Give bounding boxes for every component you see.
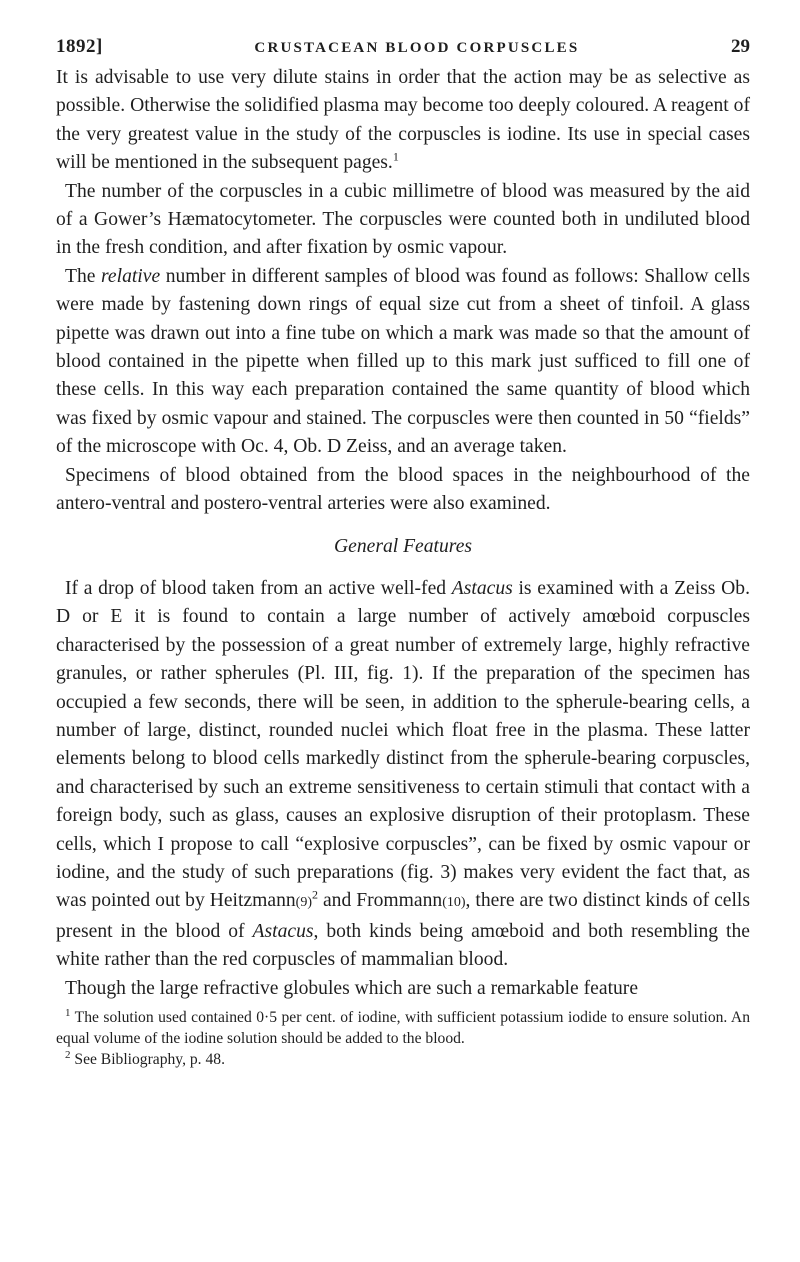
italic-term: relative	[101, 265, 161, 287]
running-head-year: 1892]	[56, 36, 103, 57]
footnote-ref: 1	[392, 149, 399, 164]
paragraph: Specimens of blood obtained from the blood spaces in the neighbourhood of the antero-ventral and postero-ventral arteries were also examined.	[56, 464, 750, 515]
footnote-mark: 2	[65, 1048, 71, 1061]
footnote: $^1$ The solution used contained 0·5 per cent. of iodine, with sufficient potassium iodide to ensure solution. An equal volume of the iodine solution should be added to the blood.	[56, 1006, 750, 1047]
footnotes	[56, 1007, 750, 1070]
section-heading: General Features	[333, 535, 473, 557]
footnote-mark: 1	[65, 1006, 71, 1019]
paragraph: The number of the corpuscles in a cubic millimetre of blood was measured by the aid of a Gower’s Hæmatocytometer. The corpuscles were counted both in undiluted blood in the fresh condition, and after fixation by osmic vapour.	[56, 180, 750, 259]
footnote: $^2$ See Bibliography, p. 48.	[65, 1048, 225, 1068]
page-number: 29	[731, 36, 750, 57]
paragraph: It is advisable to use very dilute stains in order that the action may be as selective as possible. Otherwise the solidified plasma may become too deeply coloured. A reagent of the very greatest value in the study of the corpuscles is iodine. Its use in special cases will be mentioned in the subsequent pages.$^1$	[56, 67, 750, 174]
italic-term: Astacus	[252, 920, 314, 942]
running-head-title: CRUSTACEAN BLOOD CORPUSCLES	[254, 40, 580, 56]
footnote-ref: 2	[312, 887, 318, 902]
reference-number: (10)	[442, 895, 466, 911]
reference-number: (9)	[295, 895, 312, 911]
paragraph: Though the large refractive globules which are such a remarkable feature	[65, 977, 639, 999]
paragraph: If a drop of blood taken from an active well-fed Astacus is examined with a Zeiss Ob. D or E it is found to contain a large number of actively amœboid corpuscles characterised by the possession of a great number of extremely large, highly refractive granules, or rather spherules (Pl. III, fig. 1). If the preparation of the specimen has occupied a few seconds, there will be seen, in addition to the spherule-bearing cells, a number of large, distinct, rounded nuclei which float free in the plasma. These latter elements belong to blood cells markedly distinct from the spherule-bearing corpuscles, and characterised by such an extreme sensitiveness to certain stimuli that contact with a foreign body, such as glass, causes an explosive disruption of their protoplasm. These cells, which I propose to call “explosive corpuscles”, can be fixed by osmic vapour or iodine, and the study of such preparations (fig. 3) makes very evident the fact that, as was pointed out by $Heitzmann(9)^2$ and Frommann(10), there are two distinct kinds of cells present in the blood of Astacus, both kinds being amœboid and both resembling the white rather than the red corpuscles of mammalian blood.	[56, 577, 750, 971]
paragraph: The relative number in different samples of blood was found as follows: Shallow cells were made by fastening down rings of equal size cut from a sheet of tinfoil. A glass pipette was drawn out into a fine tube on which a mark was made so that the amount of blood contained in the pipette when filled up to this mark just sufficed to fill one of these cells. In this way each preparation contained the same quantity of blood which was fixed by osmic vapour and stained. The corpuscles were then counted in 50 “fields” of the microscope with Oc. 4, Ob. D Zeiss, and an average taken.	[56, 265, 750, 458]
body-text	[56, 64, 750, 1003]
page	[56, 36, 750, 1070]
italic-term: Astacus	[451, 577, 513, 599]
running-head	[56, 36, 750, 62]
